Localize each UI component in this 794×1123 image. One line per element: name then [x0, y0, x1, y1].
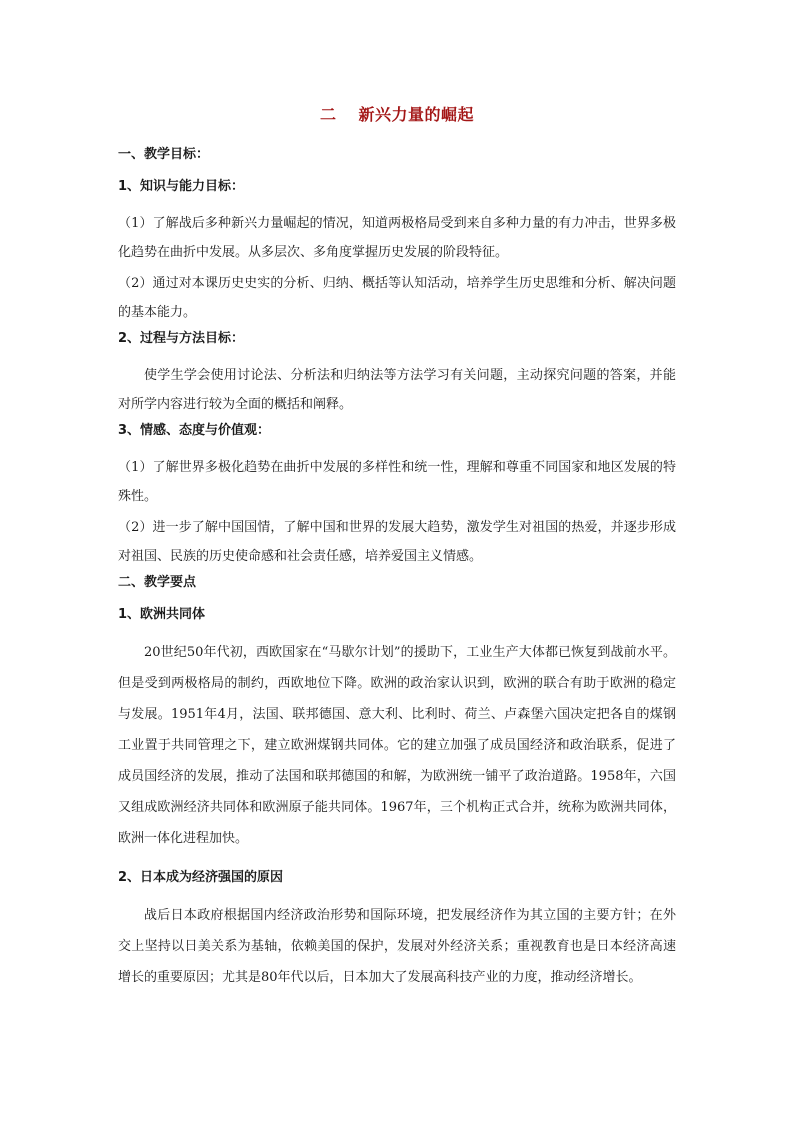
subheading-process: 2、过程与方法目标： [118, 331, 245, 346]
paragraph-knowledge-2: （2）通过对本课历史史实的分析、归纳、概括等认知活动，培养学生历史思维和分析、解决问题的基本能力。 [118, 276, 676, 320]
title-text: 新兴力量的崛起 [358, 105, 475, 124]
paragraph-japan: 战后日本政府根据国内经济政治形势和国际环境，把发展经济作为其立国的主要方针；在外交上坚持以日美关系为基轴，依赖美国的保护，发展对外经济关系；重视教育也是日本经济高速增长的重要原因；尤其是80年代以后，日本加大了发展高科技产业的力度，推动经济增长。 [118, 908, 676, 985]
section-heading-objectives: 一、教学目标： [118, 147, 210, 162]
title-number: 二 [319, 105, 337, 124]
page-title [118, 104, 676, 126]
subheading-values: 3、情感、态度与价值观： [118, 423, 271, 438]
subheading-ec: 1、欧洲共同体 [118, 607, 206, 622]
section-heading-keypoints: 二、教学要点 [118, 575, 197, 590]
paragraph-values-2: （2）进一步了解中国国情，了解中国和世界的发展大趋势，激发学生对祖国的热爱，并逐步形成对祖国、民族的历史使命感和社会责任感，培养爱国主义情感。 [118, 520, 676, 564]
paragraph-process-1: 使学生学会使用讨论法、分析法和归纳法等方法学习有关问题，主动探究问题的答案，并能对所学内容进行较为全面的概括和阐释。 [118, 368, 676, 412]
subheading-japan: 2、日本成为经济强国的原因 [118, 870, 284, 885]
subheading-knowledge: 1、知识与能力目标： [118, 179, 245, 194]
paragraph-ec: 20世纪50年代初，西欧国家在“马歇尔计划”的援助下，工业生产大体都已恢复到战前水平。但是受到两极格局的制约，西欧地位下降。欧洲的政治家认识到，欧洲的联合有助于欧洲的稳定与发展。1951年4月，法国、联邦德国、意大利、比利时、荷兰、卢森堡六国决定把各自的煤钢工业置于共同管理之下，建立欧洲煤钢共同体。它的建立加强了成员国经济和政治联系，促进了成员国经济的发展，推动了法国和联邦德国的和解，为欧洲统一铺平了政治道路。1958年，六国又组成欧洲经济共同体和欧洲原子能共同体。1967年，三个机构正式合并，统称为欧洲共同体，欧洲一体化进程加快。 [118, 645, 676, 846]
paragraph-values-1: （1）了解世界多极化趋势在曲折中发展的多样性和统一性，理解和尊重不同国家和地区发展的特殊性。 [118, 460, 676, 504]
paragraph-knowledge-1: （1）了解战后多种新兴力量崛起的情况，知道两极格局受到来自多种力量的有力冲击，世界多极化趋势在曲折中发展。从多层次、多角度掌握历史发展的阶段特征。 [118, 216, 676, 260]
